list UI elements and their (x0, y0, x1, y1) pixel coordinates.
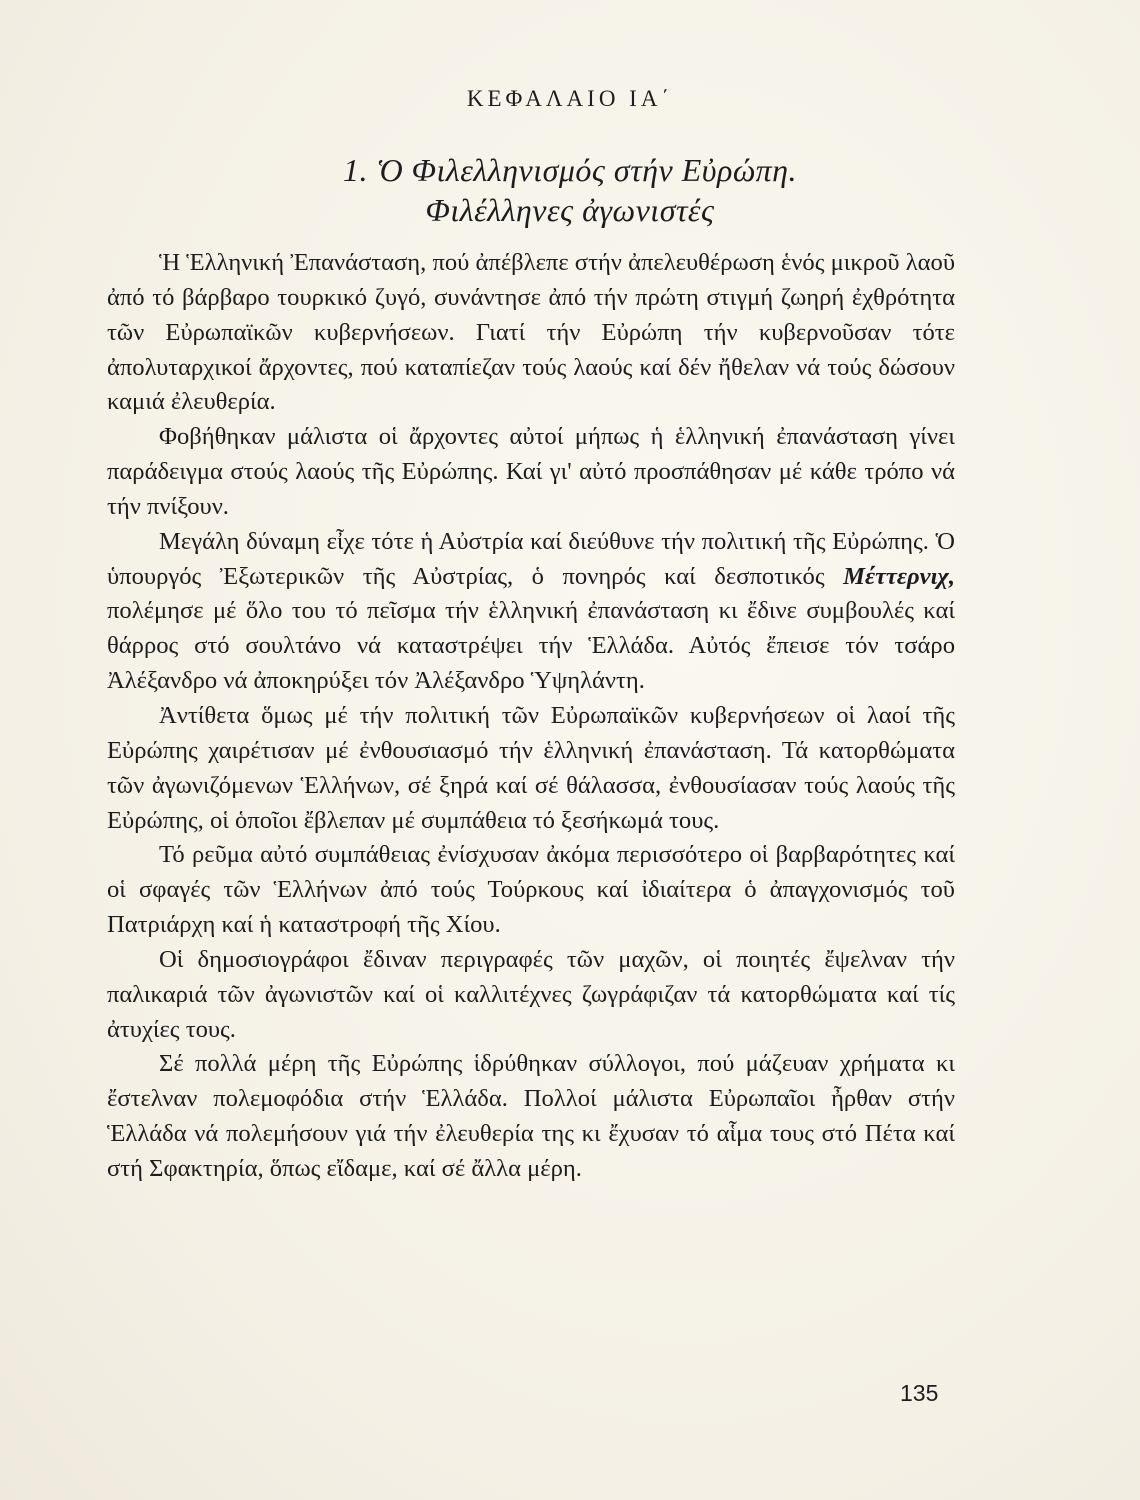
body-text (107, 246, 955, 1187)
paragraph-6: Οἱ δημοσιογράφοι ἔδιναν περιγραφές τῶν μαχῶν, οἱ ποιητές ἔψελναν τήν παλικαριά τῶν ἀγωνιστῶν καί οἱ καλλιτέχνες ζωγράφιζαν τά κατορθώματα καί τίς ἀτυχίες τους. (107, 945, 955, 1043)
page-number: 135 (900, 1380, 939, 1406)
paragraph-2: Φοβήθηκαν μάλιστα οἱ ἄρχοντες αὐτοί μήπως ἡ ἑλληνική ἐπανάσταση γίνει παράδειγμα στούς λαούς τῆς Εὐρώπης. Καί γι' αὐτό προσπάθησαν μέ κάθε τρόπο νά τήν πνίξουν. (107, 423, 955, 520)
paragraph-5: Τό ρεῦμα αὐτό συμπάθειας ἐνίσχυσαν ἀκόμα περισσότερο οἱ βαρβαρότητες καί οἱ σφαγές τῶν Ἑλλήνων ἀπό τούς Τούρκους καί ἰδιαίτερα ὁ ἀπαγχονισμός τοῦ Πατριάρχη καί ἡ καταστροφή τῆς Χίου. (107, 841, 955, 939)
section-title-line-1: 1. Ὁ Φιλελληνισμός στήν Εὐρώπη. (342, 152, 798, 188)
chapter-heading: ΚΕΦΑΛΑΙΟ ΙΑ΄ (466, 86, 674, 111)
paragraph-3 (107, 525, 955, 699)
paragraph-1: Ἡ Ἑλληνική Ἐπανάσταση, πού ἀπέβλεπε στήν ἀπελευθέρωση ἑνός μικροῦ λαοῦ ἀπό τό βάρβαρο τουρκικό ζυγό, συνάντησε ἀπό τήν πρώτη στιγμή ζωηρή ἐχθρότητα τῶν Εὐρωπαϊκῶν κυβερνήσεων. Γιατί τήν Εὐρώπη τήν κυβερνοῦσαν τότε ἀπολυταρχικοί ἄρχοντες, πού καταπίεζαν τούς λαούς καί δέν ἤθελαν νά τούς δώσουν καμιά ἐλευθερία. (107, 249, 955, 416)
metternich-name: Μέττερνιχ, (843, 562, 955, 590)
paragraph-7: Σέ πολλά μέρη τῆς Εὐρώπης ἱδρύθηκαν σύλλογοι, πού μάζευαν χρήματα κι ἔστελναν πολεμοφόδια στήν Ἑλλάδα. Πολλοί μάλιστα Εὐρωπαῖοι ἦρθαν στήν Ἑλλάδα νά πολεμήσουν γιά τήν ἐλευθερία της κι ἔχυσαν τό αἷμα τους στό Πέτα καί στή Σφακτηρία, ὅπως εἴδαμε, καί σέ ἄλλα μέρη. (107, 1050, 955, 1182)
paragraph-3-end: πολέμησε μέ ὅλο του τό πεῖσμα τήν ἑλληνική ἐπανάσταση κι ἔδινε συμβουλές καί θάρρος στό σουλτάνο νά καταστρέψει τήν Ἑλλάδα. Αὐτός ἔπεισε τόν τσάρο Ἀλέξανδρο νά ἀποκηρύξει τόν Ἀλέξανδρο Ὑψηλάντη. (107, 597, 955, 695)
section-title-line-2: Φιλέλληνες ἀγωνιστές (425, 192, 715, 228)
paragraph-4: Ἀντίθετα ὅμως μέ τήν πολιτική τῶν Εὐρωπαϊκῶν κυβερνήσεων οἱ λαοί τῆς Εὐρώπης χαιρέτισαν μέ ἐνθουσιασμό τήν ἑλληνική ἐπανάσταση. Τά κατορθώματα τῶν ἀγωνιζόμενων Ἑλλήνων, σέ ξηρά καί σέ θάλασσα, ἐνθουσίασαν τούς λαούς τῆς Εὐρώπης, οἱ ὁποῖοι ἔβλεπαν μέ συμπάθεια τό ξεσήκωμά τους. (107, 701, 955, 834)
paragraph-3-start: Μεγάλη δύναμη εἶχε τότε ἡ Αὐστρία καί διεύθυνε τήν πολιτική τῆς Εὐρώπης. Ὁ ὑπουργός Ἐξωτερικῶν τῆς Αὐστρίας, ὁ πονηρός καί δεσποτικός (107, 527, 955, 590)
